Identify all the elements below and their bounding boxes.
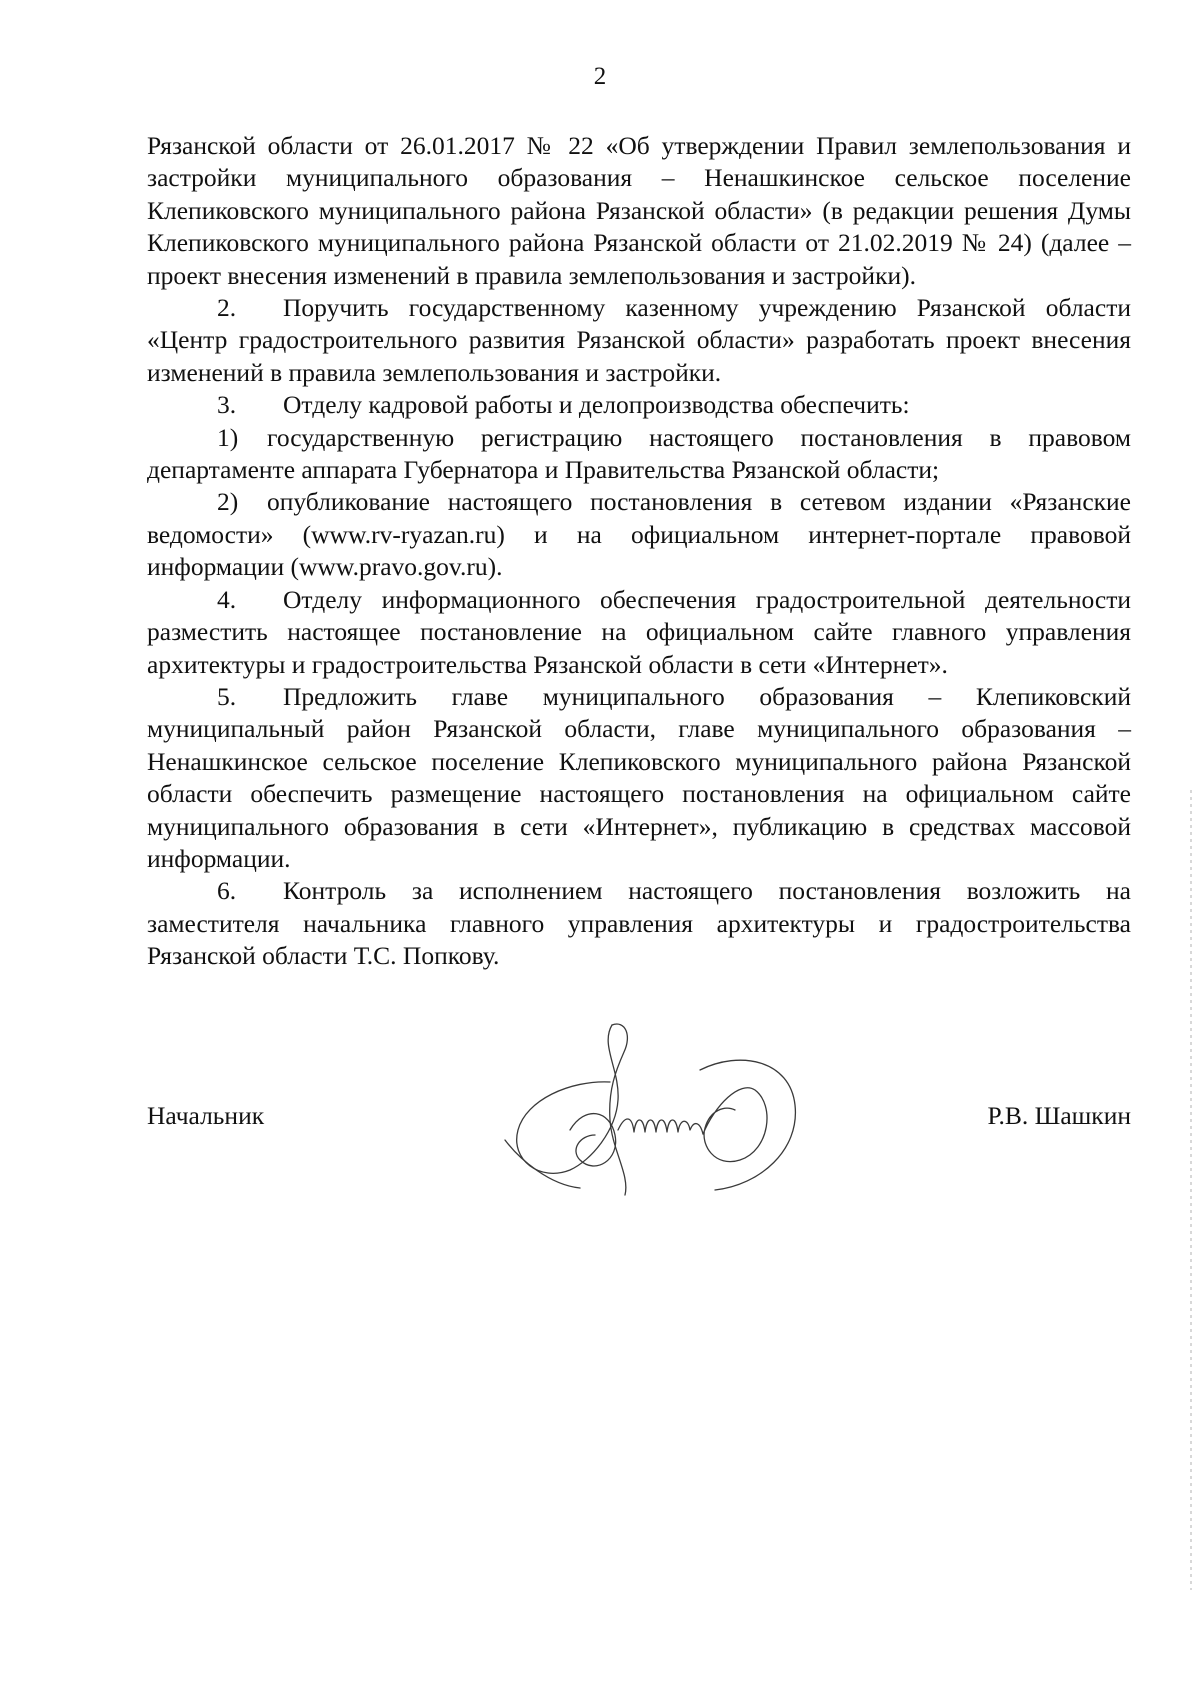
paragraph-continuation (147, 130, 1131, 292)
paragraph-text: Отделу информационного обеспечения градостроительной деятельности разместить настоящее постановление на официальном сайте главного управления архитектуры и градостроительства Рязанской области в сети «Интернет». (147, 584, 1131, 679)
paragraph-text: государственную регистрацию настоящего постановления в правовом департаменте аппарата Губернатора и Правительства Рязанской области; (147, 422, 1131, 485)
paragraph-item-5 (147, 681, 1131, 875)
paragraph-number: 5. (217, 681, 237, 711)
paragraph-number: 6. (217, 876, 237, 906)
paragraph-subitem-2 (147, 486, 1131, 583)
scan-edge-artifact (1190, 790, 1192, 1590)
signature-block (147, 1100, 1131, 1160)
paragraph-text: Отделу кадровой работы и делопроизводства обеспечить: (283, 390, 910, 420)
paragraph-text: Поручить государственному казенному учреждению Рязанской области «Центр градостроительного развития Рязанской области» разработать проект внесения изменений в правила землепользования и застройки. (147, 293, 1131, 387)
page-number: 2 (593, 63, 607, 90)
document-body (147, 130, 1131, 973)
paragraph-number: 3. (217, 390, 237, 420)
paragraph-item-4 (147, 584, 1131, 681)
paragraph-subitem-1 (147, 422, 1131, 487)
paragraph-number: 2) (217, 487, 239, 517)
paragraph-text: опубликование настоящего постановления в сетевом издании «Рязанские ведомости» (www.rv-ryazan.ru) и на официальном интернет-портале правовой информации (www.pravo.gov.ru). (147, 487, 1131, 582)
paragraph-number: 1) (217, 422, 239, 452)
paragraph-text: Контроль за исполнением настоящего постановления возложить на заместителя начальника главного управления архитектуры и градостроительства Рязанской области Т.С. Попкову. (147, 876, 1131, 971)
paragraph-text: Предложить главе муниципального образования – Клепиковский муниципальный район Рязанской области, главе муниципального образования – Ненашкинское сельское поселение Клепиковского муниципального района Рязанской области обеспечить размещение настоящего постановления на официальном сайте муниципального образования в сети «Интернет», публикацию в средствах массовой информации. (147, 681, 1131, 873)
signatory-position: Начальник (147, 1101, 265, 1130)
paragraph-number: 2. (217, 293, 237, 323)
paragraph-text: Рязанской области от 26.01.2017 № 22 «Об утверждении Правил землепользования и застройки муниципального образования – Ненашкинское сельское поселение Клепиковского муниципального района Рязанской области» (в редакции решения Думы Клепиковского муниципального района Рязанской области от 21.02.2019 № 24) (далее – проект внесения изменений в правила землепользования и застройки). (147, 131, 1131, 290)
signatory-name: Р.В. Шашкин (987, 1101, 1131, 1130)
paragraph-item-2 (147, 292, 1131, 389)
paragraph-number: 4. (217, 584, 237, 614)
paragraph-item-6 (147, 875, 1131, 972)
paragraph-item-3 (147, 389, 1131, 421)
